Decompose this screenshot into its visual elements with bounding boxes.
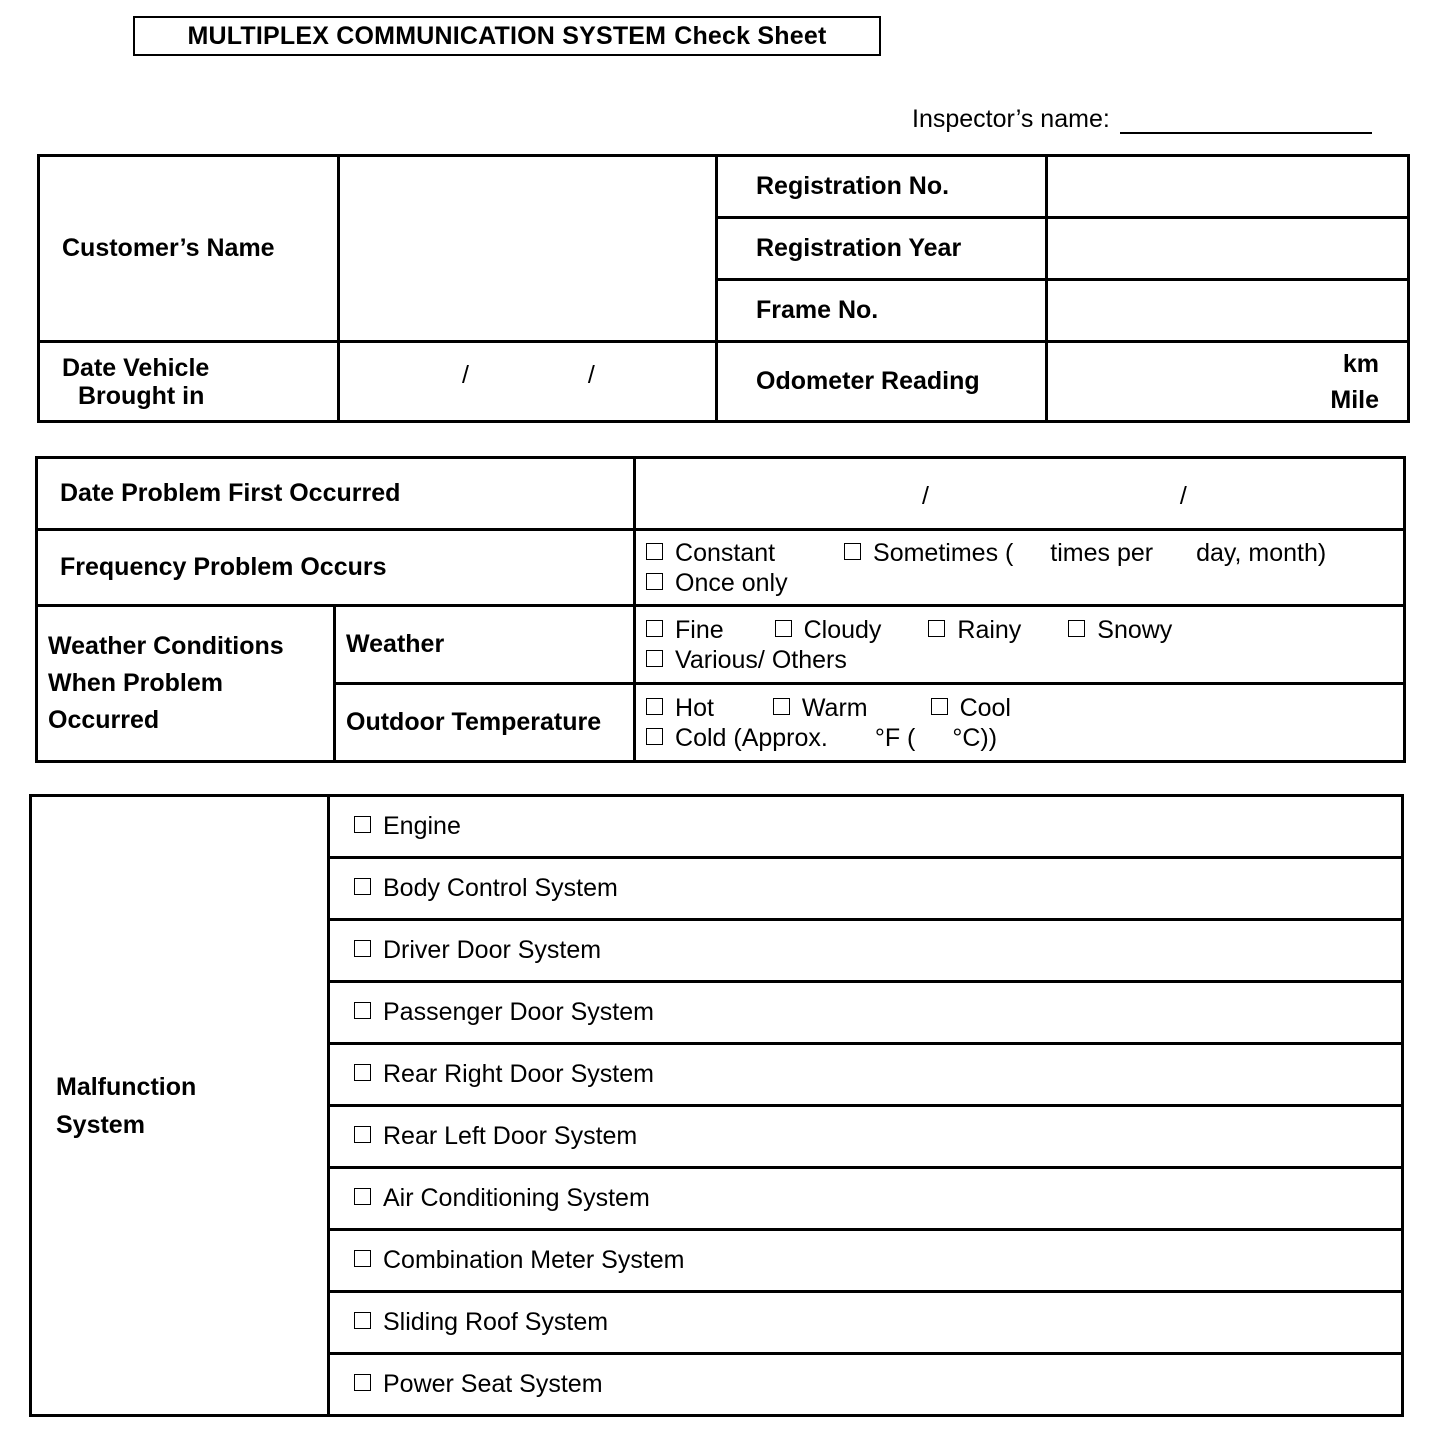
system-item [329,1106,1403,1168]
checkbox-power-seat[interactable] [354,1374,371,1391]
system-item [329,796,1403,858]
checkbox-sometimes[interactable] [844,543,861,560]
registration-year-label: Registration Year [717,218,1047,280]
unit-km: km [1342,349,1379,378]
weather-snowy-label: Snowy [1097,615,1173,644]
weather-cloudy-label: Cloudy [803,615,882,644]
checkbox-constant[interactable] [646,543,663,560]
system-item [329,1292,1403,1354]
freq-times-per-label: times per [1050,538,1154,567]
inspector-label: Inspector’s name: [912,105,1110,133]
checkbox-warm[interactable] [773,698,790,715]
odometer-field[interactable] [1047,342,1409,422]
checkbox-passenger-door[interactable] [354,1002,371,1019]
checkbox-fine[interactable] [646,620,663,637]
system-item-label: Combination Meter System [383,1246,685,1274]
checkbox-rainy[interactable] [928,620,945,637]
outdoor-temperature-label: Outdoor Temperature [335,684,635,762]
checkbox-engine[interactable] [354,816,371,833]
checkbox-rear-right-door[interactable] [354,1064,371,1081]
malfunction-system-label [31,796,329,1416]
temp-cool-label: Cool [959,693,1011,722]
frame-no-label: Frame No. [717,280,1047,342]
freq-sometimes-label: Sometimes ( [873,538,1014,567]
frequency-options [635,530,1405,606]
checkbox-air-conditioning[interactable] [354,1188,371,1205]
checkbox-cold[interactable] [646,728,663,745]
vehicle-info-table [37,154,1410,423]
weather-label: Weather [335,606,635,684]
date-slash: / [922,482,929,510]
registration-year-field[interactable] [1047,218,1409,280]
system-item-label: Engine [383,812,461,840]
checkbox-cool[interactable] [931,698,948,715]
temperature-options [635,684,1405,762]
system-item-label: Rear Right Door System [383,1060,654,1088]
unit-mile: Mile [1330,385,1379,414]
system-item-label: Power Seat System [383,1370,603,1398]
date-slash: / [462,361,469,389]
freq-constant-label: Constant [675,538,776,567]
sheet-title [133,16,881,56]
system-item-label: Passenger Door System [383,998,654,1026]
checkbox-hot[interactable] [646,698,663,715]
date-slash: / [587,361,595,389]
system-item [329,858,1403,920]
system-item [329,1168,1403,1230]
malfunction-label-line2: System [56,1110,145,1139]
temp-hot-label: Hot [675,693,714,722]
date-first-occurred-label: Date Problem First Occurred [37,458,635,530]
weather-conditions-label [37,606,335,762]
checkbox-cloudy[interactable] [775,620,792,637]
frequency-label: Frequency Problem Occurs [37,530,635,606]
malfunction-label-line1: Malfunction [56,1072,197,1101]
weather-conditions-line1: Weather Conditions [48,632,284,660]
weather-various-label: Various/ Others [675,645,847,674]
checkbox-once-only[interactable] [646,573,663,590]
system-item [329,1044,1403,1106]
weather-rainy-label: Rainy [957,615,1022,644]
system-item [329,982,1403,1044]
weather-conditions-line2: When Problem [48,669,224,697]
weather-conditions-line3: Occurred [48,706,160,734]
problem-info-table [35,456,1406,763]
checkbox-body-control[interactable] [354,878,371,895]
malfunction-system-table [29,794,1404,1417]
date-first-occurred-field[interactable] [635,458,1405,530]
system-item-label: Sliding Roof System [383,1308,609,1336]
freq-once-label: Once only [675,568,788,597]
checkbox-sliding-roof[interactable] [354,1312,371,1329]
title-main: MULTIPLEX COMMUNICATION SYSTEM [187,21,667,50]
date-brought-in-label-line2: Brought in [78,381,205,410]
date-slash: / [1179,482,1187,510]
registration-no-field[interactable] [1047,156,1409,218]
odometer-label: Odometer Reading [717,342,1047,422]
system-item [329,1230,1403,1292]
checkbox-various[interactable] [646,650,663,667]
temp-warm-label: Warm [801,693,868,722]
checkbox-rear-left-door[interactable] [354,1126,371,1143]
customer-name-field[interactable] [339,156,717,342]
system-item [329,1354,1403,1416]
checkbox-snowy[interactable] [1068,620,1085,637]
checkbox-combination-meter[interactable] [354,1250,371,1267]
frame-no-field[interactable] [1047,280,1409,342]
registration-no-label: Registration No. [717,156,1047,218]
date-brought-in-field[interactable] [339,342,717,422]
weather-fine-label: Fine [675,615,724,644]
date-brought-in-label [39,342,339,422]
inspector-field [912,104,1372,134]
weather-options [635,606,1405,684]
temp-cold-label: Cold (Approx. [675,723,828,752]
inspector-name-line[interactable] [1120,104,1372,134]
system-item [329,920,1403,982]
title-sub: Check Sheet [674,21,827,50]
temp-celsius-label: °C)) [952,723,998,752]
temp-fahrenheit-label: °F ( [874,723,916,752]
checkbox-driver-door[interactable] [354,940,371,957]
freq-day-month-label: day, month) [1196,538,1327,567]
system-item-label: Body Control System [383,874,618,902]
customer-name-label: Customer’s Name [39,156,339,342]
system-item-label: Air Conditioning System [383,1184,650,1212]
date-brought-in-label-line1: Date Vehicle [62,353,210,382]
system-item-label: Driver Door System [383,936,602,964]
system-item-label: Rear Left Door System [383,1122,638,1150]
